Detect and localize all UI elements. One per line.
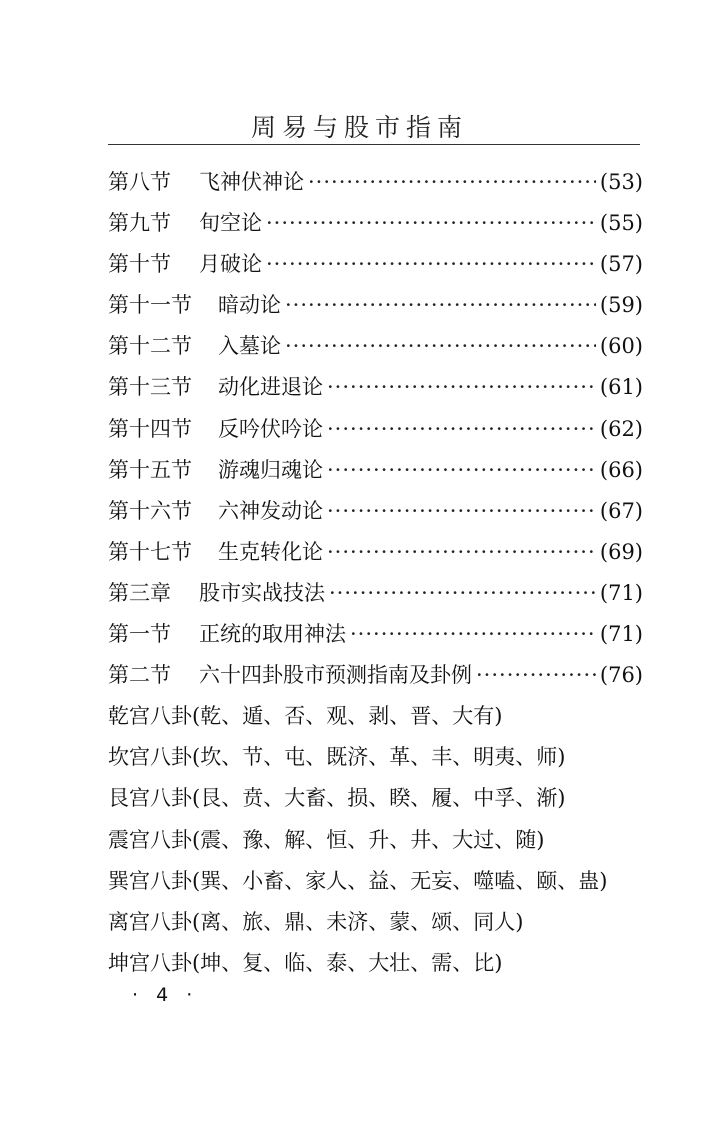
toc-title: 月破论: [199, 252, 262, 277]
toc-entry[interactable]: [108, 285, 643, 326]
dot-leader: [476, 655, 596, 696]
toc-entry[interactable]: [108, 573, 643, 614]
toc-section: 第十节: [108, 252, 171, 277]
toc-page: (66): [599, 457, 643, 482]
toc-title: 六十四卦股市预测指南及卦例: [199, 663, 472, 688]
header-rule: [108, 144, 640, 145]
toc-title: 游魂归魂论: [218, 457, 323, 482]
toc-section: 第九节: [108, 211, 171, 236]
dot-leader: [266, 244, 596, 285]
toc-title: 生克转化论: [218, 539, 323, 564]
toc-page: (71): [599, 580, 643, 605]
dot-leader: [308, 162, 596, 203]
toc-page: (67): [599, 498, 643, 523]
toc-entry[interactable]: [108, 326, 643, 367]
toc-page: (57): [599, 252, 643, 277]
dot-leader: [327, 409, 596, 450]
toc-section: 第八节: [108, 170, 171, 194]
toc-section: 第十五节: [108, 457, 192, 482]
dot-leader: [327, 450, 596, 491]
page-number: · 4 ·: [132, 984, 199, 1006]
toc-section: 第十四节: [108, 416, 192, 441]
toc-title: 暗动论: [218, 293, 281, 318]
palace-line-xun: 巽宫八卦(巽、小畜、家人、益、无妄、噬嗑、颐、蛊): [108, 868, 608, 893]
toc-title: 反吟伏吟论: [218, 416, 323, 441]
toc-entry[interactable]: [108, 491, 643, 532]
toc-entry[interactable]: [108, 367, 643, 408]
palace-line-kan: 坎宫八卦(坎、节、屯、既济、革、丰、明夷、师): [108, 745, 566, 770]
toc-section: 第十三节: [108, 375, 192, 400]
toc-section: 第三章: [108, 580, 171, 605]
dot-leader: [327, 491, 596, 532]
running-header-title: 周易与股市指南: [250, 113, 468, 142]
toc-entry[interactable]: [108, 409, 643, 450]
toc-entry[interactable]: [108, 162, 643, 203]
toc-title: 动化进退论: [218, 375, 323, 400]
toc-title: 飞神伏神论: [199, 170, 304, 194]
palace-line-zhen: 震宫八卦(震、豫、解、恒、升、井、大过、随): [108, 827, 545, 852]
toc-section: 第十二节: [108, 334, 192, 359]
dot-leader: [327, 367, 596, 408]
palace-line-kun: 坤宫八卦(坤、复、临、泰、大壮、需、比): [108, 950, 503, 975]
dot-leader: [350, 614, 596, 655]
palace-line-qian: 乾宫八卦(乾、遁、否、观、剥、晋、大有): [108, 704, 503, 729]
toc-page: (60): [599, 334, 643, 359]
toc-page: (55): [599, 211, 643, 236]
toc-entry[interactable]: [108, 450, 643, 491]
toc-section: 第十七节: [108, 539, 192, 564]
toc-section: 第一节: [108, 622, 171, 647]
dot-leader: [285, 326, 596, 367]
toc-page: (71): [599, 622, 643, 647]
toc-title: 旬空论: [199, 211, 262, 236]
toc-entry[interactable]: [108, 203, 643, 244]
running-header: [0, 108, 719, 148]
toc-page: (76): [599, 663, 643, 688]
toc-page: (62): [599, 416, 643, 441]
toc-title: 股市实战技法: [199, 580, 325, 605]
dot-leader: [327, 532, 596, 573]
toc-page: (53): [599, 170, 643, 194]
toc-entry[interactable]: [108, 655, 643, 696]
palace-line-gen: 艮宫八卦(艮、贲、大畜、损、睽、履、中孚、渐): [108, 786, 566, 811]
toc-page: (59): [599, 293, 643, 318]
toc-entry[interactable]: [108, 614, 643, 655]
toc-entry[interactable]: [108, 532, 643, 573]
toc-section: 第十一节: [108, 293, 192, 318]
toc-entry[interactable]: [108, 244, 643, 285]
toc-title: 六神发动论: [218, 498, 323, 523]
palace-line-li: 离宫八卦(离、旅、鼎、未济、蒙、颂、同人): [108, 909, 524, 934]
dot-leader: [329, 573, 596, 614]
toc-title: 正统的取用神法: [199, 622, 346, 647]
toc-section: 第十六节: [108, 498, 192, 523]
dot-leader: [266, 203, 596, 244]
toc-title: 入墓论: [218, 334, 281, 359]
toc-page: (61): [599, 375, 643, 400]
table-of-contents: [108, 162, 643, 984]
toc-section: 第二节: [108, 663, 171, 688]
dot-leader: [285, 285, 596, 326]
toc-page: (69): [599, 539, 643, 564]
